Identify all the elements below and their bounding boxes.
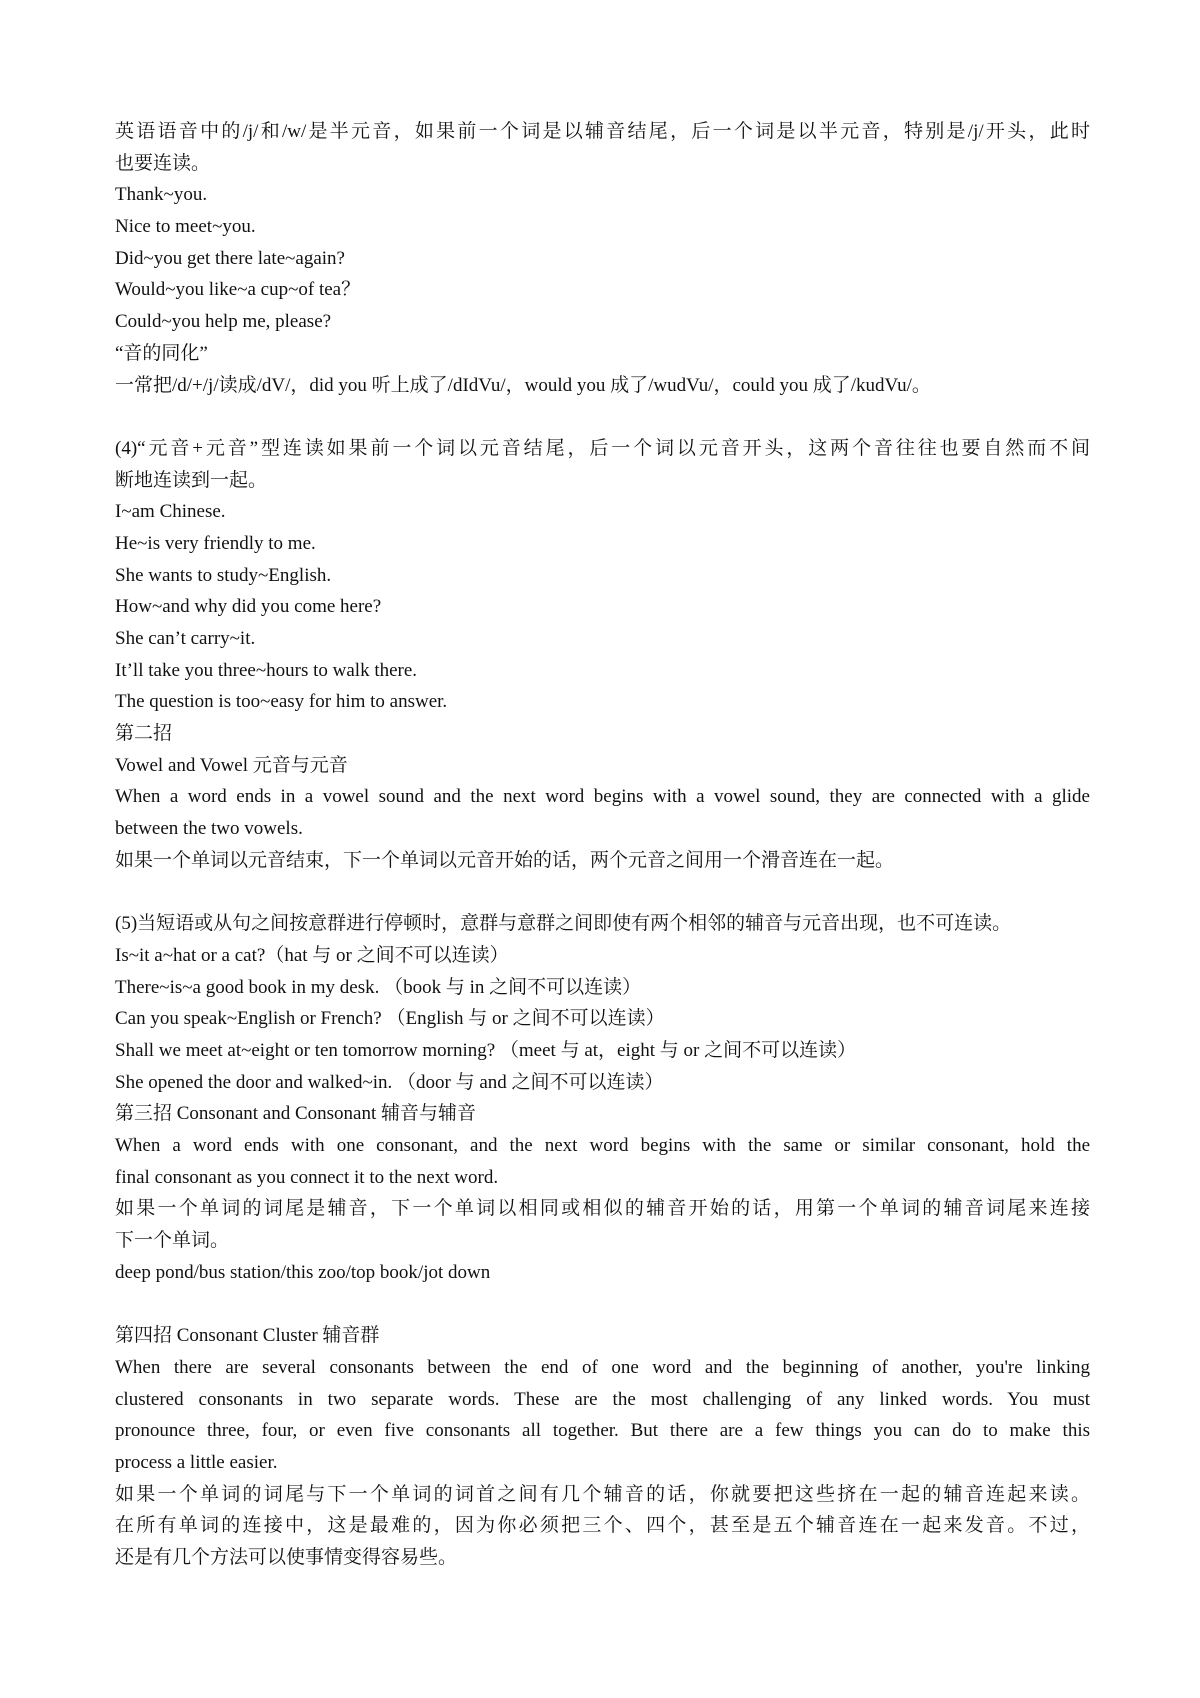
paragraph-line: (4)“元音+元音”型连读如果前一个词以元音结尾，后一个词以元音开头，这两个音往往也要自然而不间	[115, 437, 1090, 459]
example-sentence: The question is too~easy for him to answer.	[115, 691, 448, 713]
example-sentence: It’ll take you three~hours to walk there.	[115, 659, 418, 681]
example-sentence: She wants to study~English.	[115, 564, 332, 586]
paragraph-line: process a little easier.	[115, 1451, 278, 1473]
paragraph-line: When there are several consonants between the end of one word and the beginning of another, you're linking	[115, 1356, 1090, 1378]
paragraph-line: 还是有几个方法可以使事情变得容易些。	[115, 1546, 458, 1568]
section-heading: 第三招 Consonant and Consonant 辅音与辅音	[115, 1103, 476, 1125]
paragraph-line: 英语语音中的/j/和/w/是半元音，如果前一个词是以辅音结尾，后一个词是以半元音，特别是/j/开头，此时	[115, 121, 1090, 142]
example-sentence: Could~you help me, please?	[115, 311, 332, 333]
paragraph-line: 如果一个单词的词尾是辅音，下一个单词以相同或相似的辅音开始的话，用第一个单词的辅音词尾来连接	[115, 1198, 1090, 1220]
example-sentence: She can’t carry~it.	[115, 628, 256, 649]
paragraph-line: final consonant as you connect it to the next word.	[115, 1166, 499, 1188]
example-sentence: Shall we meet at~eight or ten tomorrow morning? （meet 与 at，eight 与 or 之间不可以连读）	[115, 1039, 857, 1061]
paragraph-line: 下一个单词。	[115, 1230, 230, 1252]
example-sentence: He~is very friendly to me.	[115, 532, 316, 554]
paragraph-line: 如果一个单词以元音结束，下一个单词以元音开始的话，两个元音之间用一个滑音连在一起。	[115, 849, 895, 871]
paragraph-line: (5)当短语或从句之间按意群进行停顿时，意群与意群之间即使有两个相邻的辅音与元音出现，也不可连读。	[115, 913, 1012, 935]
paragraph-line: pronounce three, four, or even five consonants all together. But there are a few things you can do to make this	[115, 1420, 1090, 1442]
blank-line	[115, 877, 1090, 909]
paragraph-line: When a word ends with one consonant, and the next word begins with the same or similar consonant, hold the	[115, 1135, 1090, 1156]
paragraph-line: between the two vowels.	[115, 818, 303, 840]
section-heading: “音的同化”	[115, 342, 208, 364]
example-sentence: There~is~a good book in my desk. （book 与 in 之间不可以连读）	[115, 976, 642, 998]
example-sentence: I~am Chinese.	[115, 501, 226, 523]
paragraph-line: 如果一个单词的词尾与下一个单词的词首之间有几个辅音的话，你就要把这些挤在一起的辅音连起来读。	[115, 1483, 1090, 1505]
paragraph-line: When a word ends in a vowel sound and the next word begins with a vowel sound, they are connected with a glide	[115, 786, 1090, 808]
example-sentence: How~and why did you come here?	[115, 596, 382, 618]
example-sentence: deep pond/bus station/this zoo/top book/jot down	[115, 1261, 491, 1283]
document-page	[115, 116, 1090, 1574]
paragraph-line: 断地连读到一起。	[115, 469, 268, 491]
example-sentence: Is~it a~hat or a cat?（hat 与 or 之间不可以连读）	[115, 944, 509, 966]
section-heading: 第四招 Consonant Cluster 辅音群	[115, 1325, 380, 1347]
example-sentence: Can you speak~English or French? （English 与 or 之间不可以连读）	[115, 1008, 665, 1030]
example-sentence: Thank~you.	[115, 184, 208, 206]
example-sentence: Nice to meet~you.	[115, 216, 256, 238]
blank-line	[115, 1288, 1090, 1320]
example-sentence: She opened the door and walked~in. （door 与 and 之间不可以连读）	[115, 1071, 664, 1093]
paragraph-line: clustered consonants in two separate words. These are the most challenging of any linked words. You must	[115, 1388, 1090, 1410]
paragraph-line: 一常把/d/+/j/读成/dV/，did you 听上成了/dIdVu/，would you 成了/wudVu/，could you 成了/kudVu/。	[115, 374, 931, 396]
example-sentence: Did~you get there late~again?	[115, 247, 345, 269]
paragraph-line: 在所有单词的连接中，这是最难的，因为你必须把三个、四个，甚至是五个辅音连在一起来发音。不过，	[115, 1515, 1090, 1537]
section-heading: 第二招	[115, 723, 173, 745]
section-subheading: Vowel and Vowel 元音与元音	[115, 754, 348, 776]
blank-line	[115, 401, 1090, 433]
paragraph-line: 也要连读。	[115, 152, 211, 174]
example-sentence: Would~you like~a cup~of tea？	[115, 279, 361, 301]
